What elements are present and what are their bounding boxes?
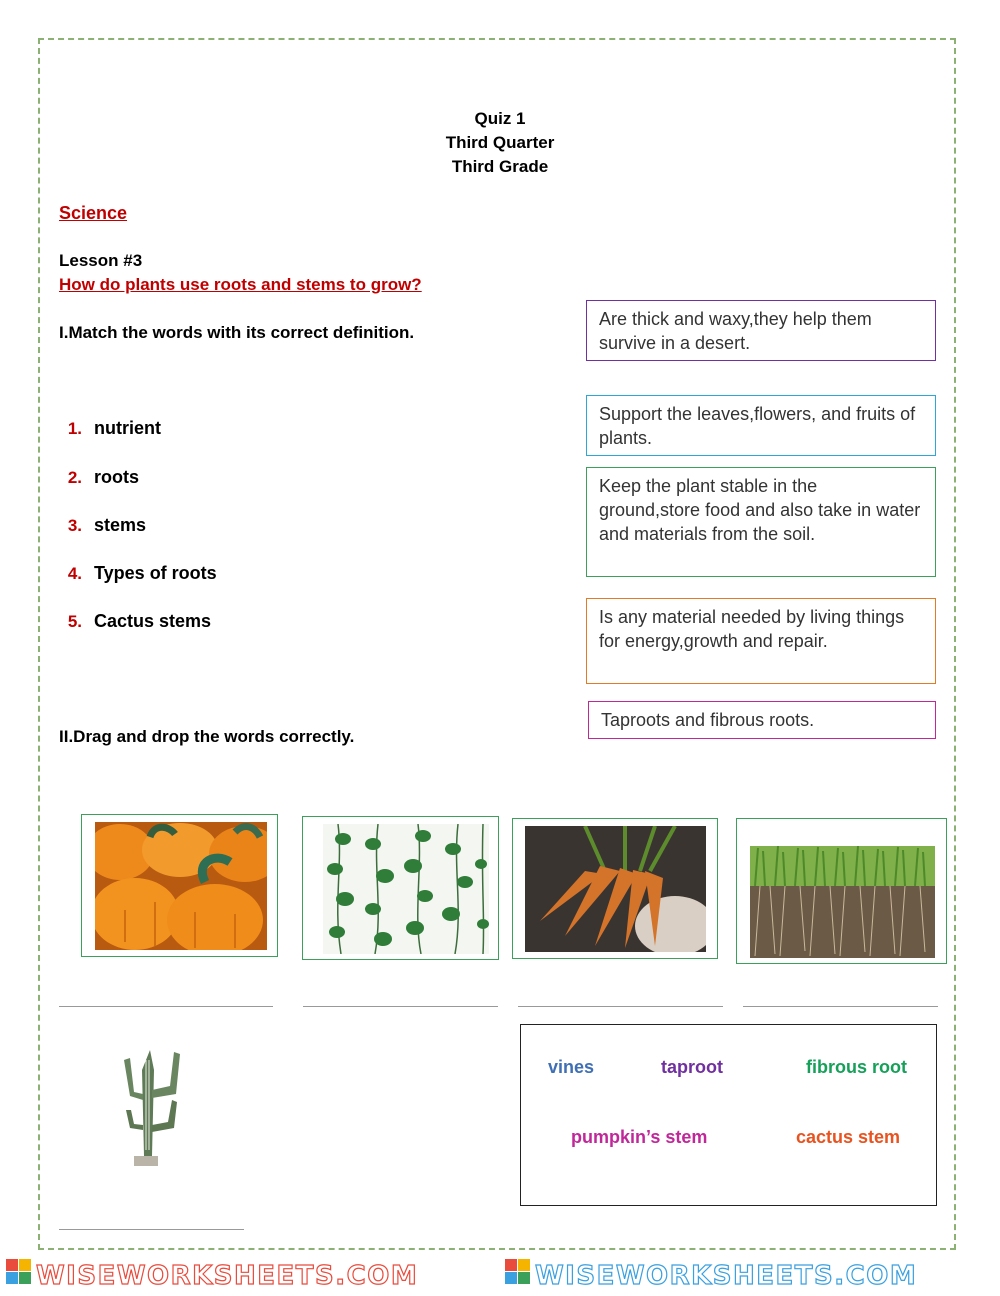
pumpkin-image xyxy=(81,814,278,957)
item-number: 5. xyxy=(67,612,82,631)
item-label: stems xyxy=(94,515,147,535)
subject-heading: Science xyxy=(59,203,128,223)
match-item xyxy=(52,515,146,536)
answer-blank[interactable] xyxy=(743,1006,938,1007)
item-number: 4. xyxy=(67,564,82,583)
grade-title: Third Grade xyxy=(451,157,549,176)
word-fibrous-root[interactable]: fibrous root xyxy=(806,1057,907,1077)
quarter-title: Third Quarter xyxy=(445,133,555,152)
item-label: Types of roots xyxy=(94,563,217,583)
cactus-image xyxy=(112,1030,192,1168)
match-item xyxy=(52,467,139,488)
logo-badge-icon xyxy=(6,1259,31,1284)
item-number: 3. xyxy=(67,516,82,535)
part1-instruction: I.Match the words with its correct definition. xyxy=(59,323,415,342)
word-bank xyxy=(520,1024,937,1206)
lesson-question: How do plants use roots and stems to grow? xyxy=(59,275,422,294)
grass-roots-drawing xyxy=(750,846,935,958)
part2-instruction: II.Drag and drop the words correctly. xyxy=(59,727,355,746)
definition-box[interactable]: Is any material needed by living things for energy,growth and repair. xyxy=(586,598,936,684)
match-item xyxy=(52,611,211,632)
vines-image xyxy=(302,816,499,960)
pumpkin-drawing xyxy=(95,822,267,950)
word-taproot[interactable]: taproot xyxy=(661,1057,723,1077)
wiseworksheets-logo xyxy=(0,1256,1000,1291)
grass-roots-image xyxy=(736,818,947,964)
lesson-number: Lesson #3 xyxy=(59,251,143,270)
svg-text:WISEWORKSHEETS.COM: WISEWORKSHEETS.COM xyxy=(36,1261,419,1291)
item-label: roots xyxy=(94,467,139,487)
definition-box[interactable]: Taproots and fibrous roots. xyxy=(588,701,936,739)
item-number: 1. xyxy=(67,419,82,438)
word-vines[interactable]: vines xyxy=(548,1057,595,1077)
match-item xyxy=(52,563,217,584)
vines-drawing xyxy=(323,824,489,954)
cactus-drawing xyxy=(112,1030,192,1168)
definition-box[interactable]: Support the leaves,flowers, and fruits of plants. xyxy=(586,395,936,456)
logo-badge-icon xyxy=(505,1259,530,1284)
answer-blank[interactable] xyxy=(303,1006,498,1007)
footer-watermark xyxy=(0,1256,1000,1291)
definition-box[interactable]: Keep the plant stable in the ground,store food and also take in water and materials from the soil. xyxy=(586,467,936,577)
carrots-drawing xyxy=(525,826,706,952)
svg-text:WISEWORKSHEETS.COM: WISEWORKSHEETS.COM xyxy=(535,1261,918,1291)
word-pumpkins-stem[interactable]: pumpkin’s stem xyxy=(571,1127,708,1147)
match-item xyxy=(52,418,161,439)
item-number: 2. xyxy=(67,468,82,487)
answer-blank[interactable] xyxy=(518,1006,723,1007)
item-label: Cactus stems xyxy=(94,611,212,631)
answer-blank[interactable] xyxy=(59,1229,244,1230)
answer-blank[interactable] xyxy=(59,1006,273,1007)
quiz-title: Quiz 1 xyxy=(474,109,526,128)
item-label: nutrient xyxy=(94,418,161,438)
word-cactus-stem[interactable]: cactus stem xyxy=(796,1127,901,1147)
definition-box[interactable]: Are thick and waxy,they help them survive in a desert. xyxy=(586,300,936,361)
carrots-image xyxy=(512,818,718,959)
